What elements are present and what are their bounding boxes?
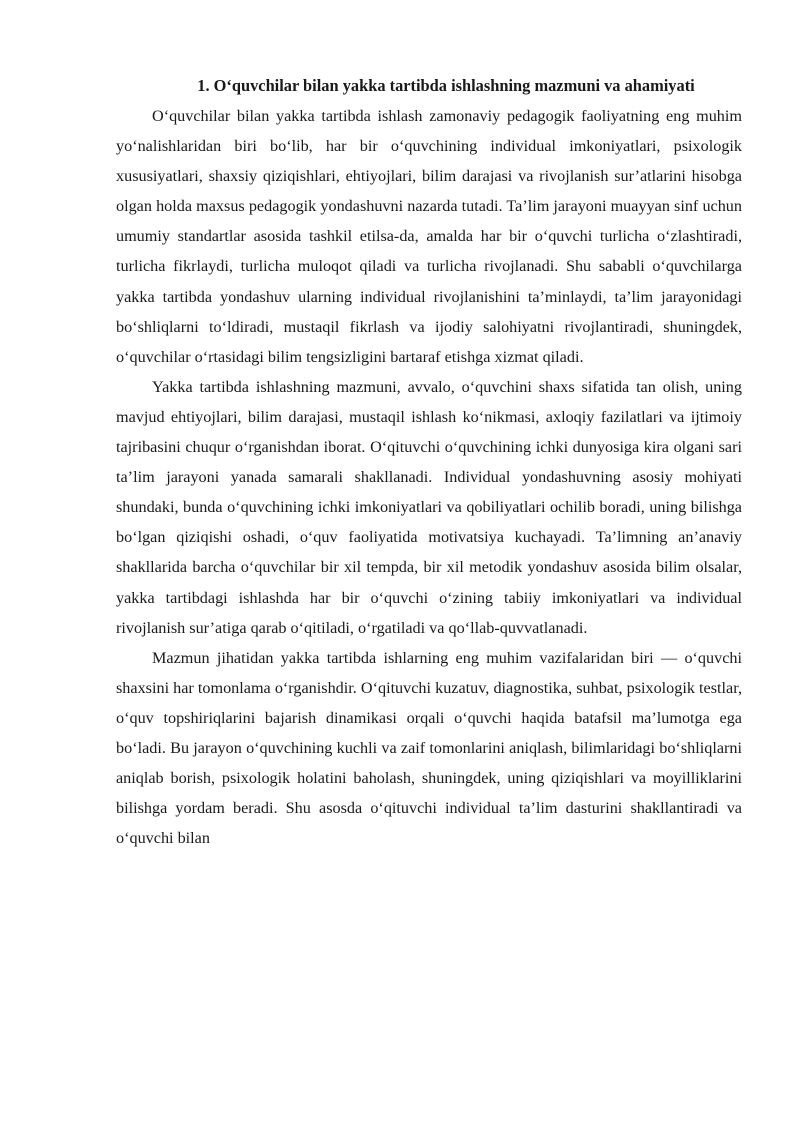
document-page [116, 71, 742, 853]
paragraph-1: O‘quvchilar bilan yakka tartibda ishlash zamonaviy pedagogik faoliyatning eng muhim yo‘nalishlaridan biri bo‘lib, har bir o‘quvchining individual imkoniyatlari, psixologik xususiyatlari, shaxsiy qiziqishlari, ehtiyojlari, bilim darajasi va rivojlanish sur’atlarini hisobga olgan holda maxsus pedagogik yondashuvni nazarda tutadi. Ta’lim jarayoni muayyan sinf uchun umumiy standartlar asosida tashkil etilsa-da, amalda har bir o‘quvchi turlicha o‘zlashtiradi, turlicha fikrlaydi, turlicha muloqot qiladi va turlicha rivojlanadi. Shu sababli o‘quvchilarga yakka tartibda yondashuv ularning individual rivojlanishini ta’minlaydi, ta’lim jarayonidagi bo‘shliqlarni to‘ldiradi, mustaqil fikrlash va ijodiy salohiyatni rivojlantiradi, shuningdek, o‘quvchilar o‘rtasidagi bilim tengsizligini bartaraf etishga xizmat qiladi. [116, 107, 742, 366]
paragraph-3: Mazmun jihatidan yakka tartibda ishlarning eng muhim vazifalaridan biri — o‘quvchi shaxsini har tomonlama o‘rganishdir. O‘qituvchi kuzatuv, diagnostika, suhbat, psixologik testlar, o‘quv topshiriqlarini bajarish dinamikasi orqali o‘quvchi haqida batafsil ma’lumotga ega bo‘ladi. Bu jarayon o‘quvchining kuchli va zaif tomonlarini aniqlash, bilimlaridagi bo‘shliqlarni aniqlab borish, psixologik holatini baholash, shuningdek, uning qiziqishlari va moyilliklarini bilishga yordam beradi. Shu asosda o‘qituvchi individual ta’lim dasturini shakllantiradi va o‘quvchi bilan [116, 648, 742, 848]
paragraph-2: Yakka tartibda ishlashning mazmuni, avvalo, o‘quvchini shaxs sifatida tan olish, uning mavjud ehtiyojlari, bilim darajasi, mustaqil ishlash ko‘nikmasi, axloqiy fazilatlari va ijtimoiy tajribasini chuqur o‘rganishdan iborat. O‘qituvchi o‘quvchining ichki dunyosiga kira olgani sari ta’lim jarayoni yanada samarali shakllanadi. Individual yondashuvning asosiy mohiyati shundaki, bunda o‘quvchining ichki imkoniyatlari va qobiliyatlari ochilib boradi, uning bilishga bo‘lgan qiziqishi oshadi, o‘quv faoliyatida motivatsiya kuchayadi. Ta’limning an’anaviy shakllarida barcha o‘quvchilar bir xil tempda, bir xil metodik yondashuv asosida bilim olsalar, yakka tartibdagi ishlashda har bir o‘quvchi o‘zining tabiiy imkoniyatlari va individual rivojlanish sur’atiga qarab o‘qitiladi, o‘rgatiladi va qo‘llab-quvvatlanadi. [116, 377, 742, 637]
section-heading: 1. O‘quvchilar bilan yakka tartibda ishlashning mazmuni va ahamiyati [197, 76, 695, 95]
